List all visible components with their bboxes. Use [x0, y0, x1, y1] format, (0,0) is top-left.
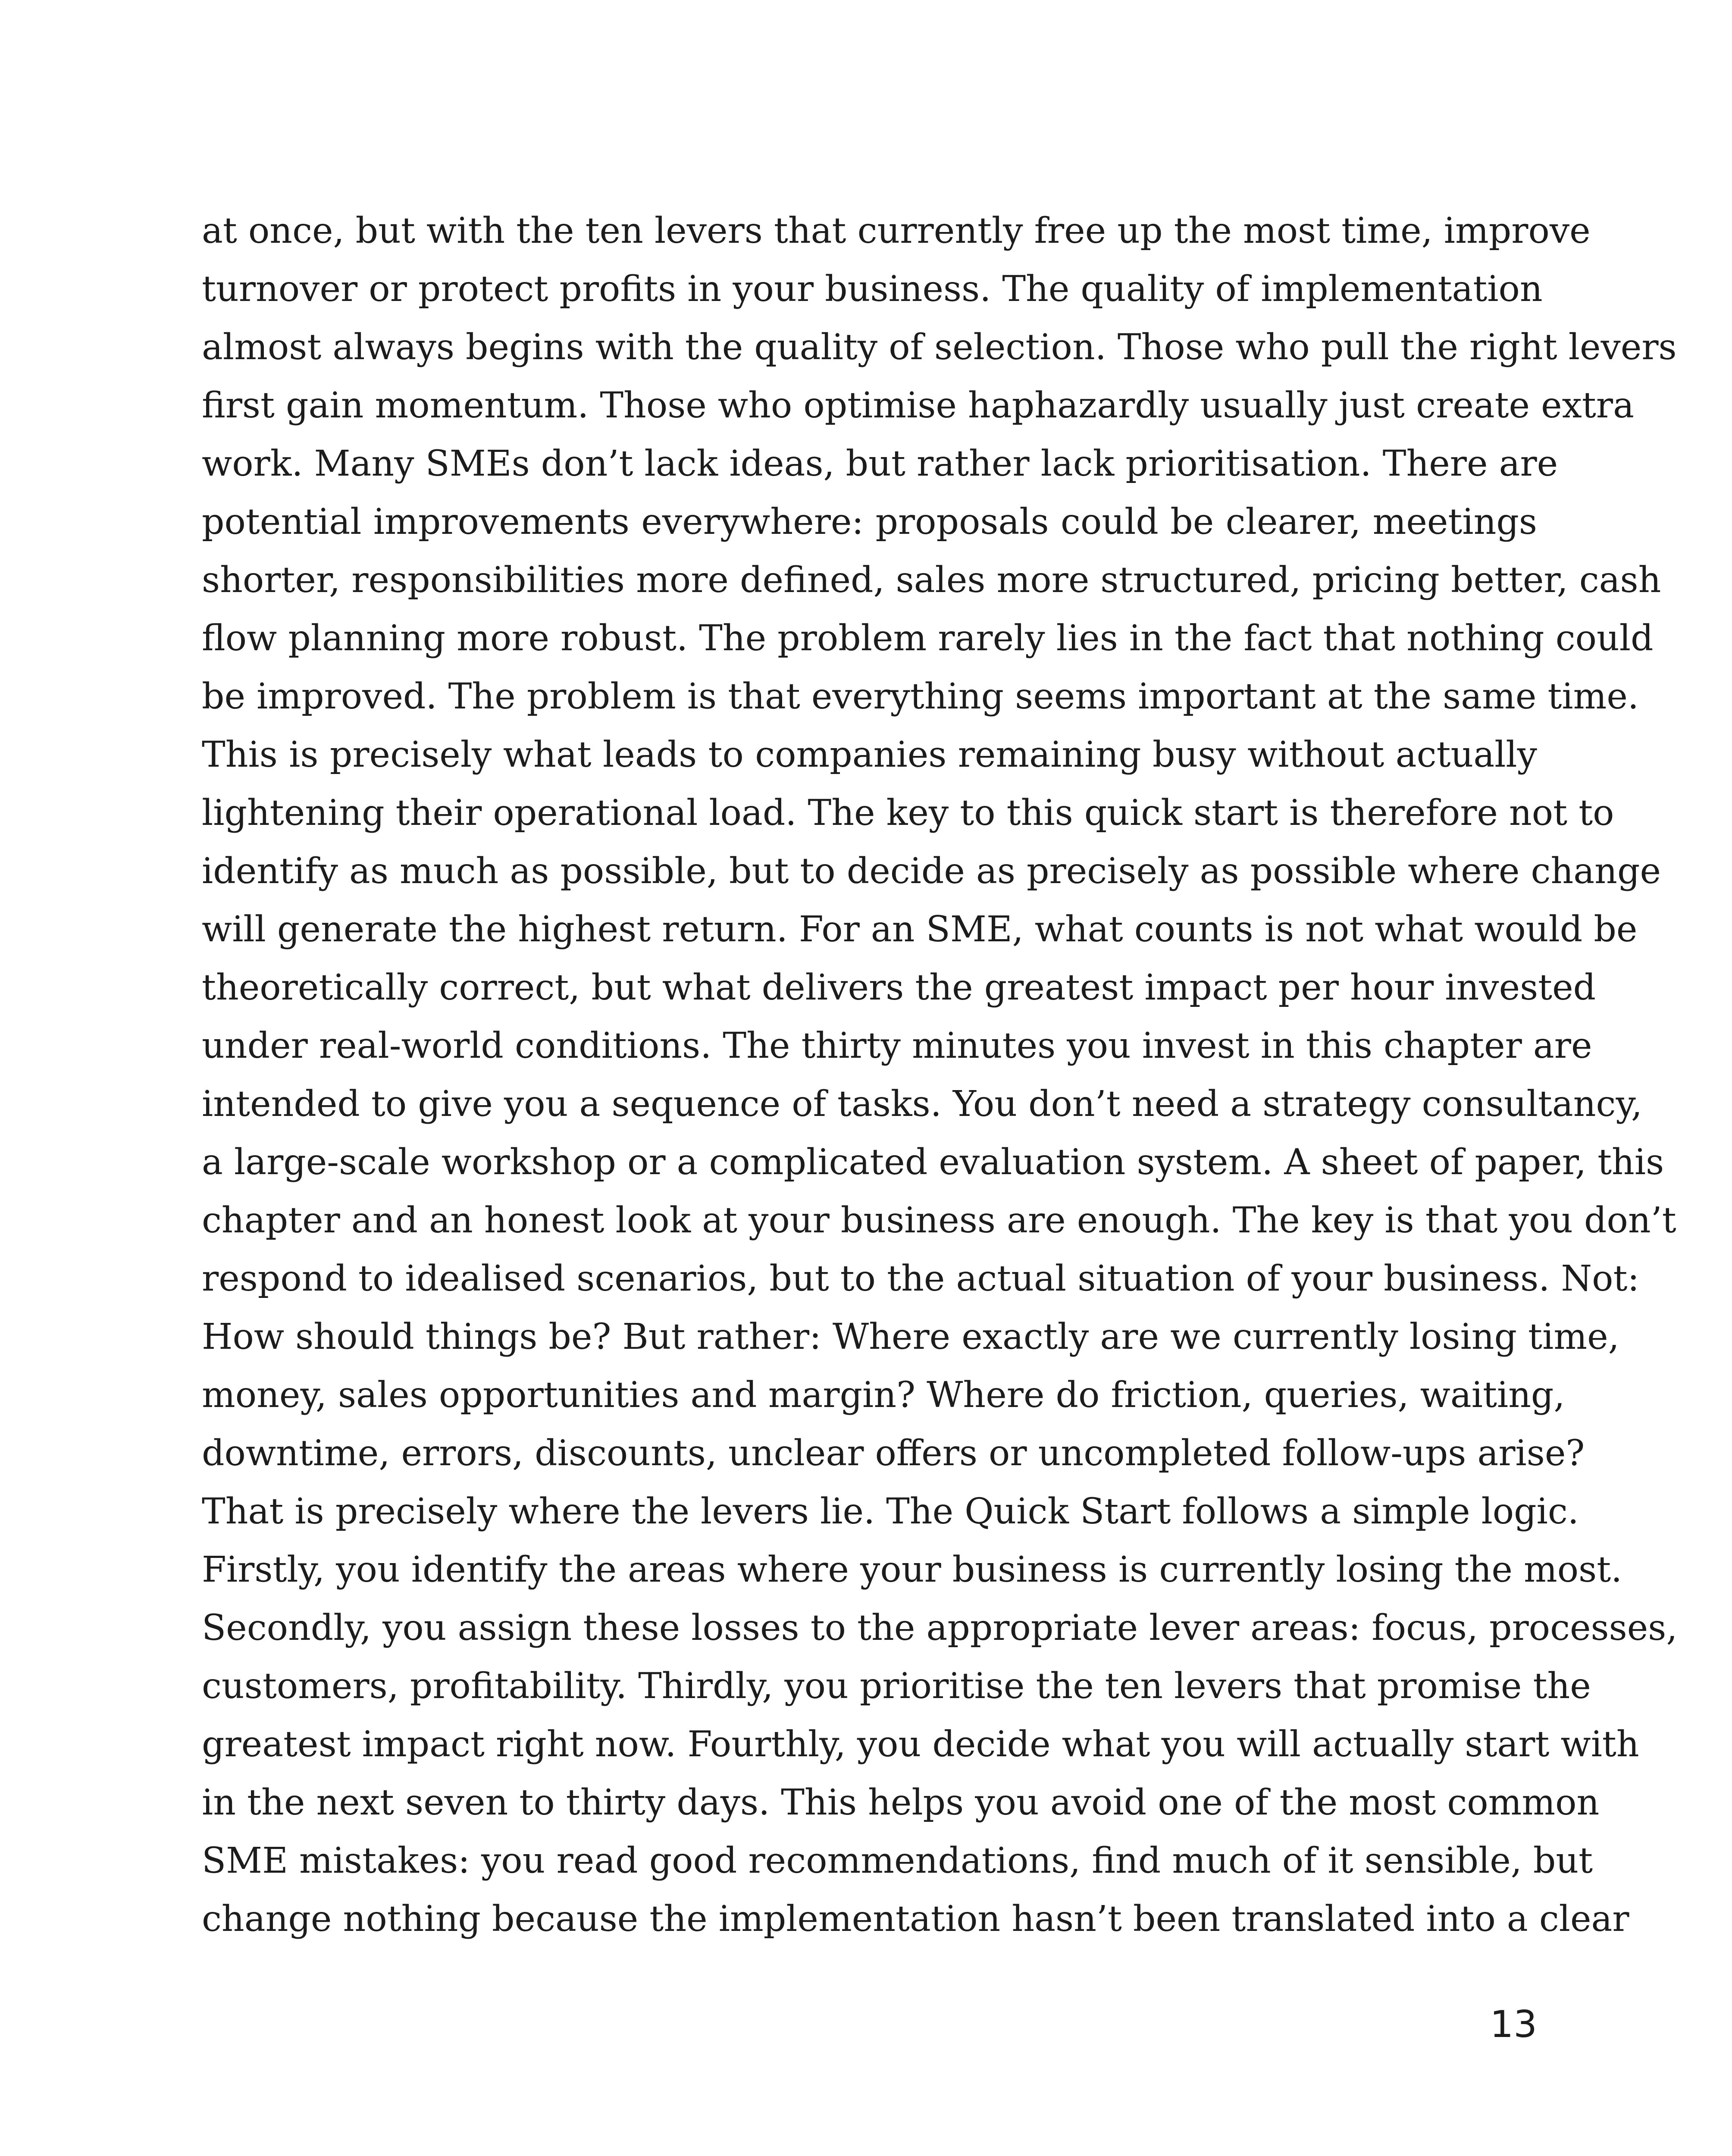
- text-line: first gain momentum. Those who optimise haphazardly usually just create extra: [202, 385, 1634, 426]
- text-line: flow planning more robust. The problem rarely lies in the fact that nothing could: [202, 618, 1654, 659]
- text-line: potential improvements everywhere: proposals could be clearer, meetings: [202, 501, 1537, 542]
- text-line: turnover or protect profits in your business. The quality of implementation: [202, 269, 1543, 310]
- text-line: chapter and an honest look at your business are enough. The key is that you don’t: [202, 1200, 1676, 1241]
- text-line: How should things be? But rather: Where exactly are we currently losing time,: [202, 1316, 1619, 1357]
- text-line: a large-scale workshop or a complicated evaluation system. A sheet of paper, this: [202, 1142, 1664, 1183]
- text-line: almost always begins with the quality of selection. Those who pull the right levers: [202, 327, 1677, 368]
- text-line: in the next seven to thirty days. This helps you avoid one of the most common: [202, 1782, 1600, 1823]
- text-line: SME mistakes: you read good recommendations, find much of it sensible, but: [202, 1840, 1593, 1881]
- body-paragraph: [202, 202, 1678, 1948]
- text-line: theoretically correct, but what delivers the greatest impact per hour invested: [202, 967, 1596, 1008]
- text-line: respond to idealised scenarios, but to the actual situation of your business. Not:: [202, 1258, 1640, 1299]
- text-line: customers, profitability. Thirdly, you prioritise the ten levers that promise the: [202, 1666, 1591, 1707]
- text-line: money, sales opportunities and margin? Where do friction, queries, waiting,: [202, 1375, 1565, 1416]
- page-number: 13: [1490, 2003, 1537, 2046]
- text-line: identify as much as possible, but to decide as precisely as possible where change: [202, 851, 1661, 892]
- text-line: Firstly, you identify the areas where your business is currently losing the most.: [202, 1549, 1622, 1590]
- text-line: will generate the highest return. For an SME, what counts is not what would be: [202, 909, 1638, 950]
- text-line: be improved. The problem is that everything seems important at the same time.: [202, 676, 1639, 717]
- text-line: under real-world conditions. The thirty minutes you invest in this chapter are: [202, 1025, 1592, 1066]
- text-line: intended to give you a sequence of tasks. You don’t need a strategy consultancy,: [202, 1084, 1642, 1125]
- text-line: Secondly, you assign these losses to the appropriate lever areas: focus, processes,: [202, 1608, 1678, 1648]
- text-line: shorter, responsibilities more defined, sales more structured, pricing better, cash: [202, 560, 1661, 601]
- text-line: downtime, errors, discounts, unclear offers or uncompleted follow-ups arise?: [202, 1433, 1585, 1474]
- text-line: That is precisely where the levers lie. The Quick Start follows a simple logic.: [202, 1491, 1579, 1532]
- text-line: at once, but with the ten levers that currently free up the most time, improve: [202, 210, 1591, 251]
- text-line: lightening their operational load. The key to this quick start is therefore not to: [202, 793, 1614, 834]
- text-line: work. Many SMEs don’t lack ideas, but rather lack prioritisation. There are: [202, 443, 1558, 484]
- text-line: change nothing because the implementation hasn’t been translated into a clear: [202, 1899, 1629, 1940]
- text-line: This is precisely what leads to companies remaining busy without actually: [202, 734, 1537, 775]
- text-line: greatest impact right now. Fourthly, you decide what you will actually start with: [202, 1724, 1639, 1765]
